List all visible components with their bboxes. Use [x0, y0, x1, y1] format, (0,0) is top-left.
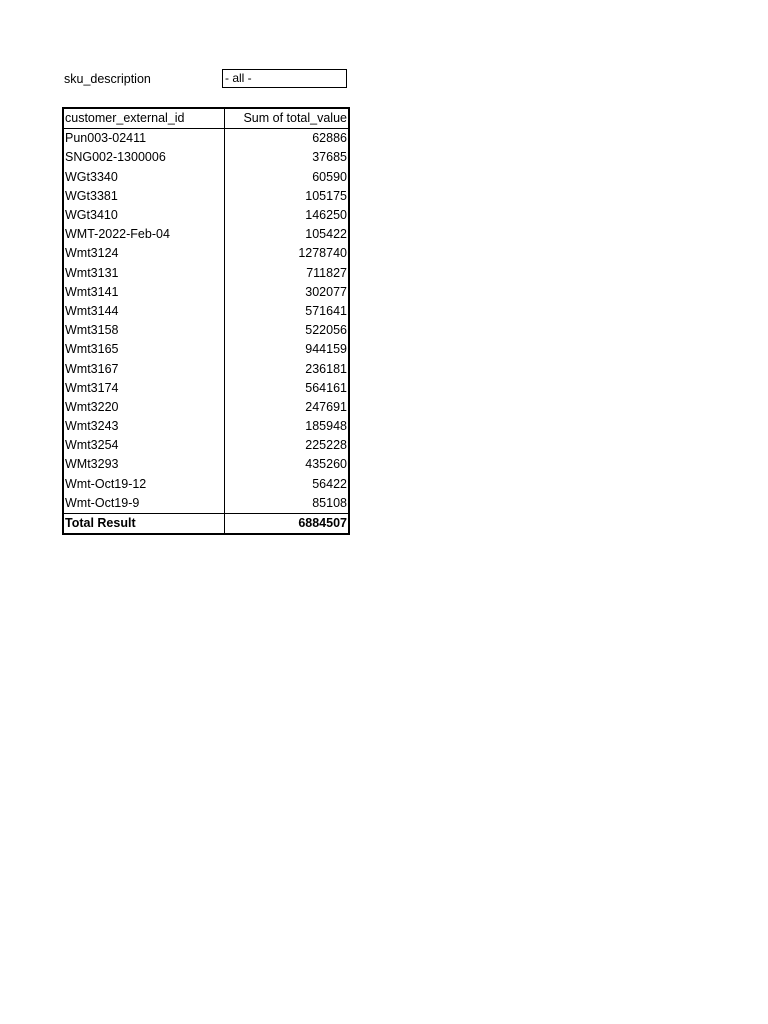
- customer-id-cell: Wmt3165: [65, 342, 119, 357]
- total-value-cell: 105175: [225, 187, 350, 206]
- header-customer-external-id: customer_external_id: [63, 108, 225, 129]
- total-value-cell: 522056: [225, 321, 350, 340]
- total-value-cell: 37685: [225, 148, 350, 167]
- customer-id-cell: Wmt3144: [65, 303, 119, 318]
- customer-id-cell: Wmt-Oct19-12: [65, 476, 147, 491]
- pivot-header-row: [63, 108, 349, 129]
- total-value-cell: 564161: [225, 379, 350, 398]
- table-row: [63, 225, 349, 244]
- table-row: [63, 398, 349, 417]
- table-row: [63, 455, 349, 474]
- customer-id-cell: Wmt3254: [65, 438, 119, 453]
- total-value-cell: 62886: [225, 129, 350, 149]
- table-row: [63, 148, 349, 167]
- customer-id-cell: WMT-2022-Feb-04: [65, 227, 170, 242]
- total-value-cell: 60590: [225, 168, 350, 187]
- customer-id-cell: Pun003-02411: [65, 131, 147, 146]
- table-row: [63, 244, 349, 263]
- total-value-cell: 105422: [225, 225, 350, 244]
- table-row: [63, 475, 349, 494]
- total-value: 6884507: [225, 513, 350, 534]
- table-row: [63, 359, 349, 378]
- total-value-cell: 146250: [225, 206, 350, 225]
- total-row: [63, 513, 349, 534]
- customer-id-cell: Wmt3141: [65, 284, 119, 299]
- table-row: [63, 283, 349, 302]
- filter-dropdown[interactable]: - all -: [222, 69, 347, 88]
- total-value-cell: 85108: [225, 494, 350, 514]
- table-row: [63, 129, 349, 149]
- customer-id-cell: Wmt3243: [65, 419, 119, 434]
- table-row: [63, 187, 349, 206]
- customer-id-cell: WGt3381: [65, 188, 118, 203]
- table-row: [63, 494, 349, 514]
- customer-id-cell: Wmt3220: [65, 399, 119, 414]
- total-value-cell: 571641: [225, 302, 350, 321]
- customer-id-cell: WGt3340: [65, 169, 118, 184]
- table-row: [63, 168, 349, 187]
- customer-id-cell: WMt3293: [65, 457, 119, 472]
- total-value-cell: 247691: [225, 398, 350, 417]
- customer-id-cell: SNG002-1300006: [65, 150, 166, 165]
- total-value-cell: 56422: [225, 475, 350, 494]
- table-row: [63, 340, 349, 359]
- table-row: [63, 436, 349, 455]
- total-value-cell: 225228: [225, 436, 350, 455]
- customer-id-cell: Wmt3158: [65, 323, 119, 338]
- total-value-cell: 1278740: [225, 244, 350, 263]
- total-label: Total Result: [63, 513, 225, 534]
- customer-id-cell: WGt3410: [65, 208, 118, 223]
- table-row: [63, 379, 349, 398]
- table-row: [63, 417, 349, 436]
- customer-id-cell: Wmt3167: [65, 361, 119, 376]
- table-row: [63, 264, 349, 283]
- header-sum-total-value: Sum of total_value: [225, 108, 350, 129]
- customer-id-cell: Wmt-Oct19-9: [65, 495, 140, 510]
- total-value-cell: 435260: [225, 455, 350, 474]
- customer-id-cell: Wmt3131: [65, 265, 119, 280]
- total-value-cell: 302077: [225, 283, 350, 302]
- table-row: [63, 206, 349, 225]
- customer-id-cell: Wmt3124: [65, 246, 119, 261]
- filter-label: sku_description: [64, 72, 151, 86]
- table-row: [63, 321, 349, 340]
- table-row: [63, 302, 349, 321]
- total-value-cell: 236181: [225, 359, 350, 378]
- total-value-cell: 944159: [225, 340, 350, 359]
- total-value-cell: 185948: [225, 417, 350, 436]
- total-value-cell: 711827: [225, 264, 350, 283]
- customer-id-cell: Wmt3174: [65, 380, 119, 395]
- pivot-table: [62, 107, 350, 535]
